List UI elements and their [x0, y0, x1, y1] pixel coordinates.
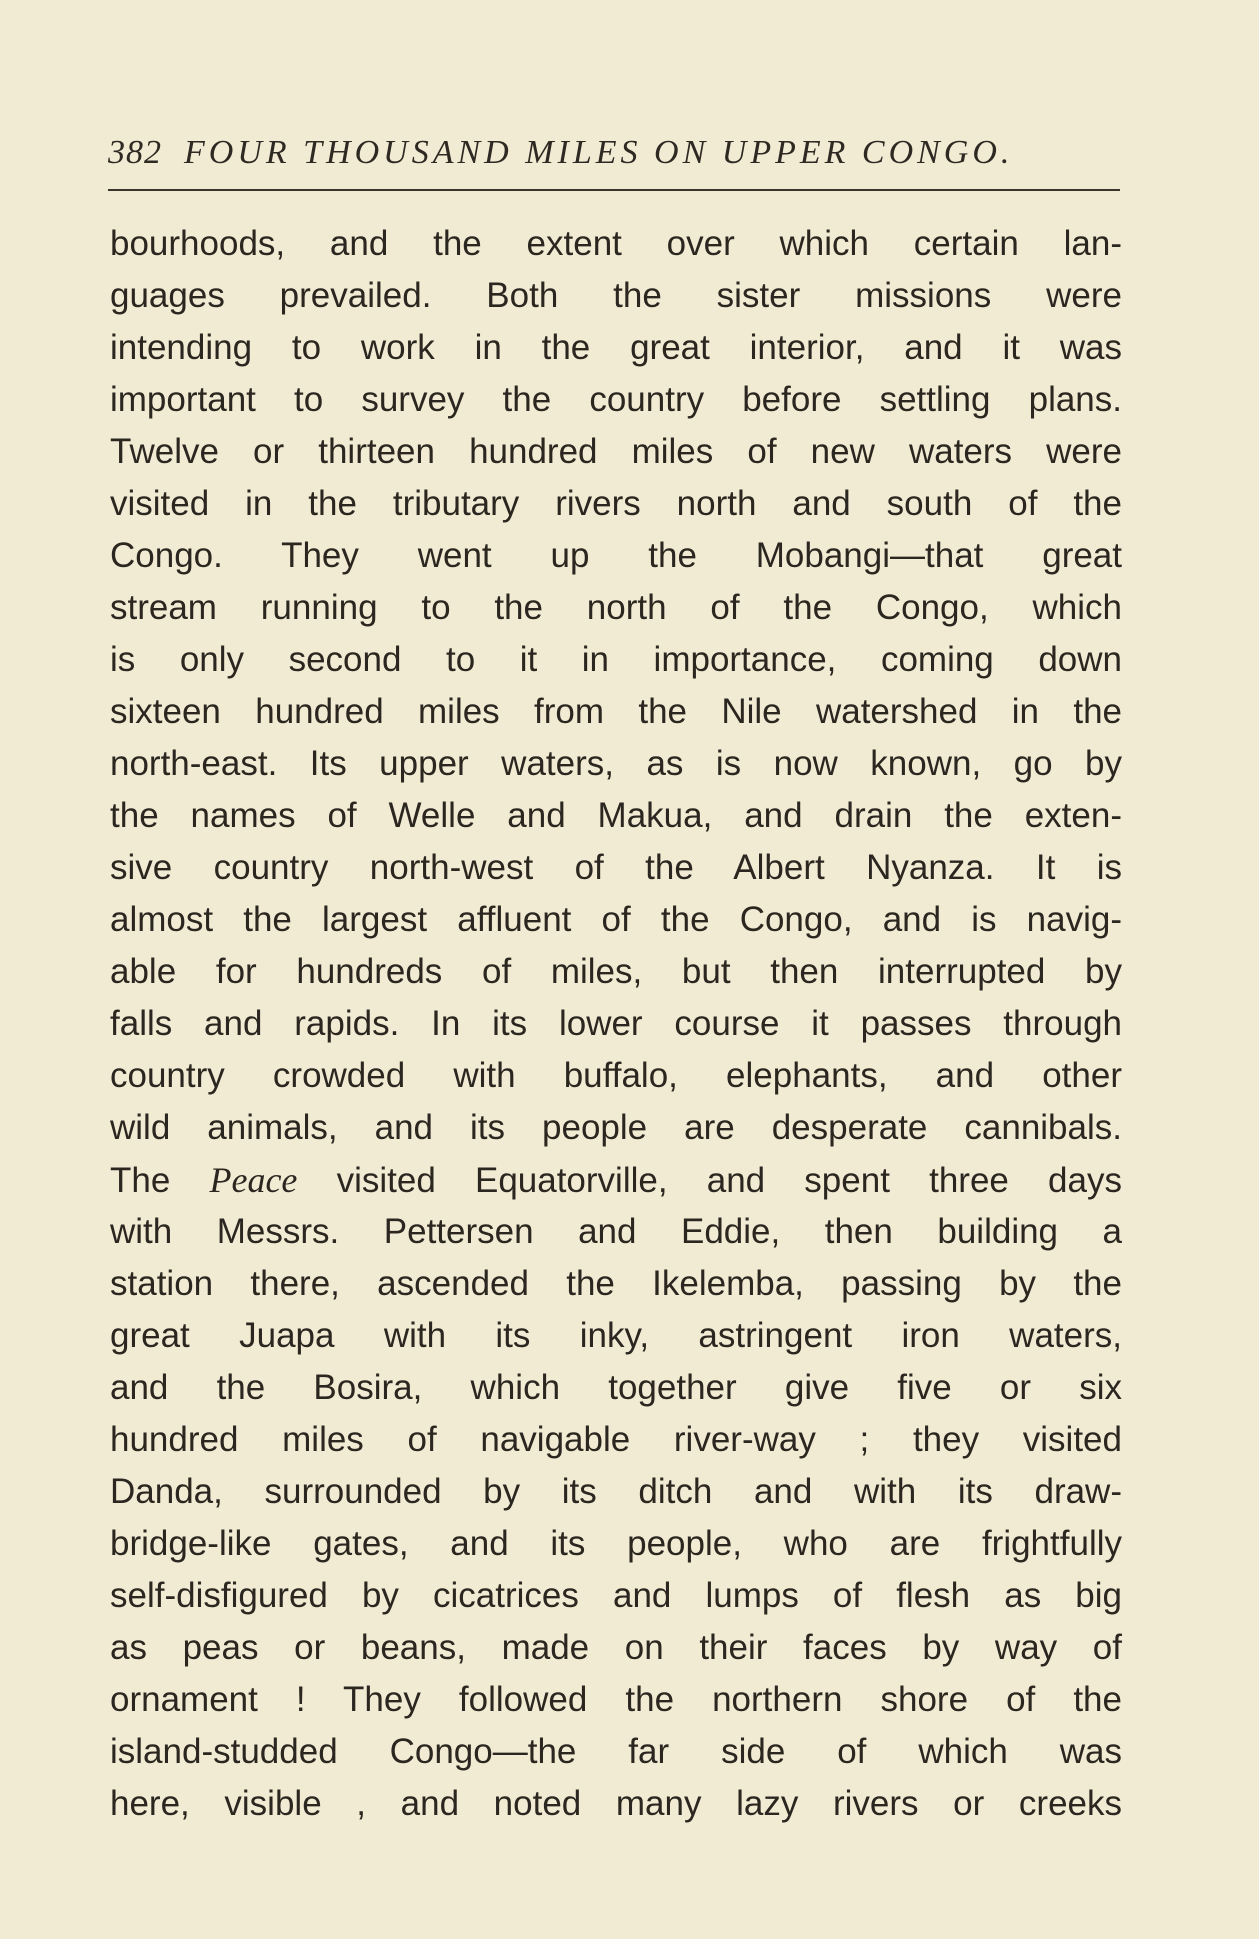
page-number: 382	[108, 134, 162, 171]
line-segment: The	[110, 1161, 210, 1200]
text-line: bourhoods, and the extent over which certain lan-	[110, 224, 1122, 263]
text-line: island-studded Congo—the far side of which was	[110, 1732, 1122, 1771]
text-line: Twelve or thirteen hundred miles of new waters were	[110, 432, 1122, 471]
text-line: falls and rapids. In its lower course it passes through	[110, 1004, 1122, 1043]
text-line: Congo. They went up the Mobangi—that great	[110, 536, 1122, 575]
text-line: and the Bosira, which together give five or six	[110, 1368, 1122, 1407]
text-line: stream running to the north of the Congo, which	[110, 588, 1122, 627]
text-line: great Juapa with its inky, astringent iron waters,	[110, 1316, 1122, 1355]
text-line: here, visible , and noted many lazy rivers or creeks	[110, 1784, 1122, 1823]
text-line: self-disfigured by cicatrices and lumps of flesh as big	[110, 1576, 1122, 1615]
text-line: able for hundreds of miles, but then interrupted by	[110, 952, 1122, 991]
text-line: intending to work in the great interior, and it was	[110, 328, 1122, 367]
text-line: as peas or beans, made on their faces by way of	[110, 1628, 1122, 1667]
header-rule	[108, 189, 1120, 191]
text-line: station there, ascended the Ikelemba, passing by the	[110, 1264, 1122, 1303]
text-line: hundred miles of navigable river-way ; they visited	[110, 1420, 1122, 1459]
text-line: Danda, surrounded by its ditch and with its draw-	[110, 1472, 1122, 1511]
text-line: almost the largest affluent of the Congo, and is navig-	[110, 900, 1122, 939]
ship-name-italic: Peace	[209, 1160, 298, 1200]
text-line: ornament ! They followed the northern shore of the	[110, 1680, 1122, 1719]
text-line: wild animals, and its people are desperate cannibals.	[110, 1108, 1122, 1147]
text-line: important to survey the country before settling plans.	[110, 380, 1122, 419]
text-line: sixteen hundred miles from the Nile watershed in the	[110, 692, 1122, 731]
text-line: with Messrs. Pettersen and Eddie, then building a	[110, 1212, 1122, 1251]
text-line: visited in the tributary rivers north and south of the	[110, 484, 1122, 523]
text-line: bridge-like gates, and its people, who are frightfully	[110, 1524, 1122, 1563]
text-line: country crowded with buffalo, elephants, and other	[110, 1056, 1122, 1095]
text-line: sive country north-west of the Albert Nyanza. It is	[110, 848, 1122, 887]
text-line-with-italic	[110, 1154, 1122, 1206]
page-header	[108, 128, 1118, 188]
line-segment: visited Equatorville, and spent three days	[297, 1161, 1122, 1200]
text-line: guages prevailed. Both the sister missions were	[110, 276, 1122, 315]
running-title: FOUR THOUSAND MILES ON UPPER CONGO.	[184, 134, 1014, 171]
text-line: north-east. Its upper waters, as is now known, go by	[110, 744, 1122, 783]
body-text	[110, 218, 1122, 1830]
text-line: the names of Welle and Makua, and drain the exten-	[110, 796, 1122, 835]
text-line: is only second to it in importance, coming down	[110, 640, 1122, 679]
